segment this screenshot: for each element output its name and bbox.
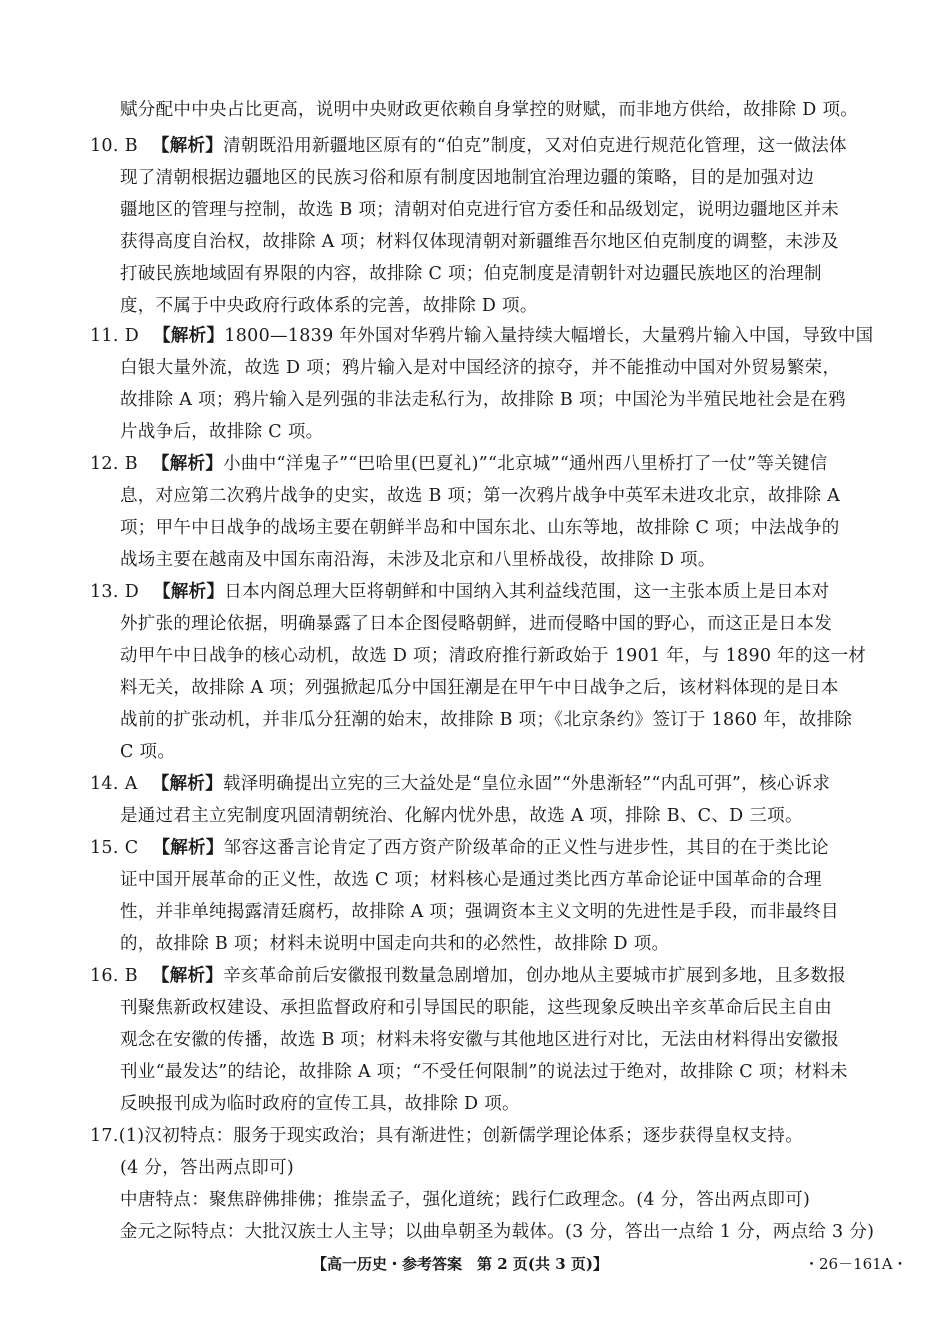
- analysis-line: 反映报刊成为临时政府的宣传工具，故排除 D 项。: [120, 1094, 520, 1114]
- analysis-line: 刊业“最发达”的结论，故排除 A 项；“不受任何限制”的说法过于绝对，故排除 C 项；材料未: [120, 1062, 848, 1082]
- analysis-tag: 【解析】: [151, 966, 224, 986]
- analysis-line: 性，并非单纯揭露清廷腐朽，故排除 A 项；强调资本主义文明的先进性是手段，而非最终目: [120, 902, 839, 922]
- analysis-line: 料无关，故排除 A 项；列强掀起瓜分中国狂潮是在甲午中日战争之后，该材料体现的是日本: [120, 678, 839, 698]
- analysis-text: 辛亥革命前后安徽报刊数量急剧增加，创办地从主要城市扩展到多地，且多数报: [223, 966, 847, 986]
- analysis-line: 证中国开展革命的正义性，故选 C 项；材料核心是通过类比西方革命论证中国革命的合理: [120, 870, 822, 890]
- item-number: 10.: [90, 136, 119, 156]
- item-answer: B: [124, 454, 138, 474]
- item-number: 16.: [90, 966, 119, 986]
- analysis-text: 载泽明确提出立宪的三大益处是“皇位永固”“外患渐轻”“内乱可弭”，核心诉求: [222, 774, 831, 794]
- analysis-text: 小曲中“洋鬼子”“巴哈里(巴夏礼)”“北京城”“通州西八里桥打了一仗”等关键信: [223, 454, 828, 474]
- analysis-line: 获得高度自治权，故排除 A 项；材料仅体现清朝对新疆维吾尔地区伯克制度的调整，未涉及: [120, 232, 839, 252]
- analysis-line: 刊聚焦新政权建设、承担监督政府和引导国民的职能，这些现象反映出辛亥革命后民主自由: [120, 998, 832, 1018]
- item-number: 12.: [90, 454, 119, 474]
- q17-first: (1)汉初特点：服务于现实政治；具有渐进性；创新儒学理论体系；逐步获得皇权支持。: [118, 1126, 804, 1146]
- answer-item-head: [90, 768, 830, 800]
- answer-item-head: [90, 576, 829, 608]
- item-number: 11.: [90, 326, 119, 346]
- analysis-line: 白银大量外流，故选 D 项；鸦片输入是对中国经济的掠夺，并不能推动中国对外贸易繁荣，: [120, 358, 841, 378]
- footer-title: 【高一历史・参考答案 第 2 页(共 3 页)】: [312, 1255, 608, 1273]
- analysis-line: 外扩张的理论依据，明确暴露了日本企图侵略朝鲜，进而侵略中国的野心，而这正是日本发: [120, 614, 832, 634]
- analysis-line: 度，不属于中央政府行政体系的完善，故排除 D 项。: [120, 296, 538, 316]
- answer-item-head: [90, 130, 847, 162]
- analysis-line: 观念在安徽的传播，故选 B 项；材料未将安徽与其他地区进行对比，无法由材料得出安徽报: [120, 1030, 840, 1050]
- q17-jinyuan: 金元之际特点：大批汉族士人主导；以曲阜朝圣为载体。(3 分，答出一点给 1 分，两点给 3 分): [120, 1222, 875, 1242]
- item-number: 13.: [90, 582, 119, 602]
- analysis-line: 疆地区的管理与控制，故选 B 项；清朝对伯克进行官方委任和品级划定，说明边疆地区并未: [120, 200, 840, 220]
- item-answer: B: [124, 136, 138, 156]
- answer-item-head: [90, 320, 873, 352]
- analysis-tag: 【解析】: [151, 136, 224, 156]
- analysis-tag: 【解析】: [151, 454, 224, 474]
- analysis-text: 日本内阁总理大臣将朝鲜和中国纳入其利益线范围，这一主张本质上是日本对: [224, 582, 830, 602]
- analysis-text: 邹容这番言论肯定了西方资产阶级革命的正义性与进步性，其目的在于类比论: [223, 838, 829, 858]
- analysis-tag: 【解析】: [153, 582, 225, 602]
- analysis-tag: 【解析】: [152, 838, 224, 858]
- answer-item-head: [90, 832, 829, 864]
- analysis-line: 片战争后，故排除 C 项。: [120, 422, 324, 442]
- analysis-line: 的，故排除 B 项；材料未说明中国走向共和的必然性，故排除 D 项。: [120, 934, 670, 954]
- item-number: 15.: [90, 838, 119, 858]
- analysis-line: 战场主要在越南及中国东南沿海，未涉及北京和八里桥战役，故排除 D 项。: [120, 550, 716, 570]
- analysis-tag: 【解析】: [153, 326, 225, 346]
- footer-code: ・26－161A・: [804, 1255, 908, 1273]
- analysis-line: 现了清朝根据边疆地区的民族习俗和原有制度因地制宜治理边疆的策略，目的是加强对边: [120, 168, 815, 188]
- analysis-line: 项；甲午中日战争的战场主要在朝鲜半岛和中国东北、山东等地，故排除 C 项；中法战争的: [120, 518, 840, 538]
- analysis-tag: 【解析】: [151, 774, 223, 794]
- item-answer: D: [124, 326, 140, 346]
- lead-text: 赋分配中中央占比更高，说明中央财政更依赖自身掌控的财赋，而非地方供给，故排除 D 项。: [120, 100, 859, 120]
- analysis-line: C 项。: [120, 742, 176, 762]
- analysis-line: 息，对应第二次鸦片战争的史实，故选 B 项；第一次鸦片战争中英军未进攻北京，故排除 A: [120, 486, 841, 506]
- analysis-text: 清朝既沿用新疆地区原有的“伯克”制度，又对伯克进行规范化管理，这一做法体: [223, 136, 847, 156]
- analysis-line: 打破民族地域固有界限的内容，故排除 C 项；伯克制度是清朝针对边疆民族地区的治理制: [120, 264, 822, 284]
- answer-item-head: [90, 960, 846, 992]
- item-number: 14.: [90, 774, 119, 794]
- analysis-text: 1800—1839 年外国对华鸦片输入量持续大幅增长，大量鸦片输入中国，导致中国: [224, 326, 874, 346]
- item-answer: A: [124, 774, 138, 794]
- analysis-line: 动甲午中日战争的核心动机，故选 D 项；清政府推行新政始于 1901 年，与 1890 年的这一材: [120, 646, 867, 666]
- item-answer: C: [124, 838, 139, 858]
- answer-item-head: [90, 448, 828, 480]
- analysis-line: 故排除 A 项；鸦片输入是列强的非法走私行为，故排除 B 项；中国沦为半殖民地社会是在鸦: [120, 390, 846, 410]
- analysis-line: 是通过君主立宪制度巩固清朝统治、化解内忧外患，故选 A 项，排除 B、C、D 三项。: [120, 806, 803, 826]
- item-number: 17.: [90, 1126, 119, 1146]
- analysis-line: 战前的扩张动机，并非瓜分狂潮的始末，故排除 B 项；《北京条约》签订于 1860 年，故排除: [120, 710, 853, 730]
- q17-note: (4 分，答出两点即可): [120, 1158, 294, 1178]
- item-answer: D: [124, 582, 140, 602]
- q17-head: [90, 1120, 803, 1152]
- item-answer: B: [124, 966, 138, 986]
- q17-zhongtang: 中唐特点：聚焦辟佛排佛；推崇孟子，强化道统；践行仁政理念。(4 分，答出两点即可): [120, 1190, 811, 1210]
